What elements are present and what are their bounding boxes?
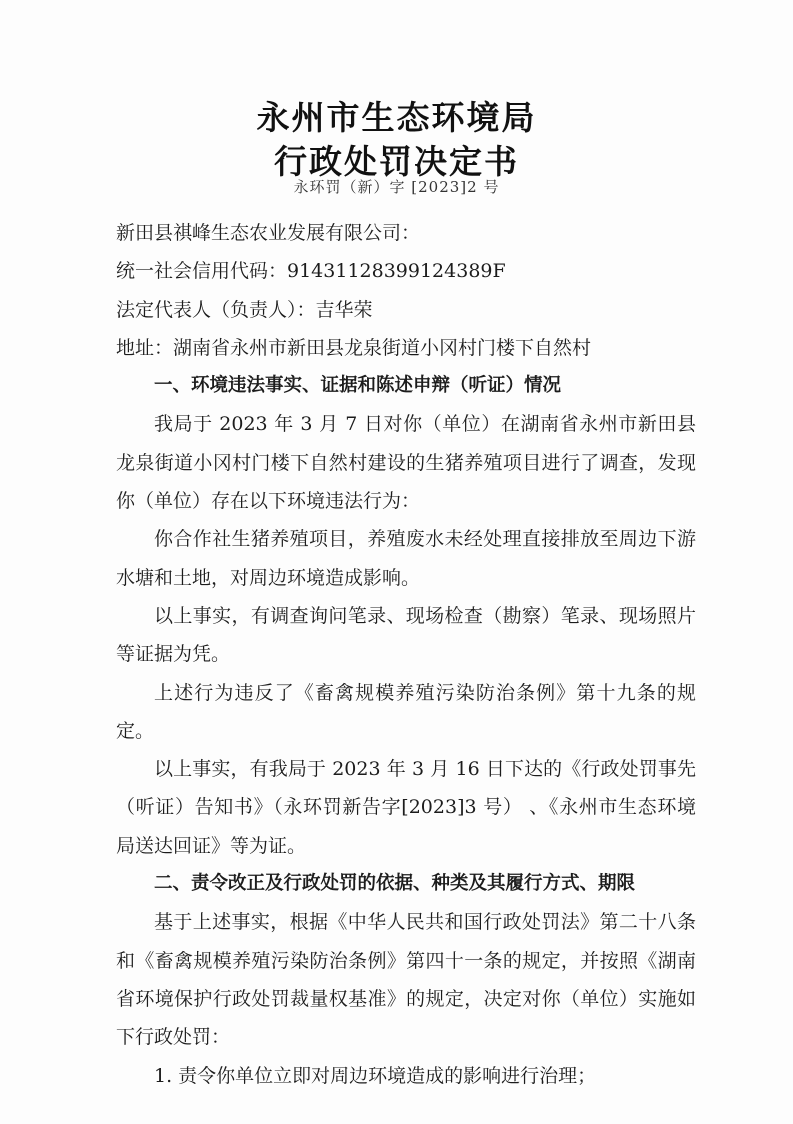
- paragraph-evidence: 以上事实，有调查询问笔录、现场检查（勘察）笔录、现场照片等证据为凭。: [116, 604, 696, 666]
- party-address: 地址：湖南省永州市新田县龙泉街道小冈村门楼下自然村: [116, 336, 592, 359]
- party-credit-code: 统一社会信用代码：91431128399124389F: [116, 260, 506, 283]
- penalty-item-1: 1. 责令你单位立即对周边环境造成的影响进行治理；: [154, 1064, 597, 1087]
- paragraph-investigation: 我局于 2023 年 3 月 7 日对你（单位）在湖南省永州市新田县龙泉街道小冈村门楼下自然村建设的生猪养殖项目进行了调查，发现你（单位）存在以下环境违法行为：: [116, 413, 696, 513]
- document-title-agency: 永州市生态环境局: [256, 98, 537, 137]
- party-legal-representative: 法定代表人（负责人）：吉华荣: [116, 298, 373, 321]
- document-number: 永环罚（新）字 [2023]2 号: [293, 178, 500, 196]
- paragraph-legal-basis: 基于上述事实，根据《中华人民共和国行政处罚法》第二十八条和《畜禽规模养殖污染防治条例》第四十一条的规定，并按照《湖南省环境保护行政处罚裁量权基准》的规定，决定对你（单位）实施如下行政处罚：: [116, 911, 696, 1049]
- paragraph-violation: 你合作社生猪养殖项目，养殖废水未经处理直接排放至周边下游水塘和土地，对周边环境造成影响。: [116, 528, 696, 589]
- document-title-type: 行政处罚决定书: [274, 142, 519, 181]
- party-name: 新田县祺峰生态农业发展有限公司：: [116, 222, 421, 244]
- section-heading-facts: 一、环境违法事实、证据和陈述申辩（听证）情况: [154, 375, 562, 397]
- paragraph-regulation: 上述行为违反了《畜禽规模养殖污染防治条例》第十九条的规定。: [116, 681, 696, 742]
- paragraph-notice: 以上事实，有我局于 2023 年 3 月 16 日下达的《行政处罚事先（听证）告知书》（永环罚新告字[2023]3 号） 、《永州市生态环境局送达回证》等为证。: [116, 758, 696, 857]
- document-body: [116, 214, 696, 1095]
- section-heading-penalty: 二、责令改正及行政处罚的依据、种类及其履行方式、期限: [154, 873, 636, 895]
